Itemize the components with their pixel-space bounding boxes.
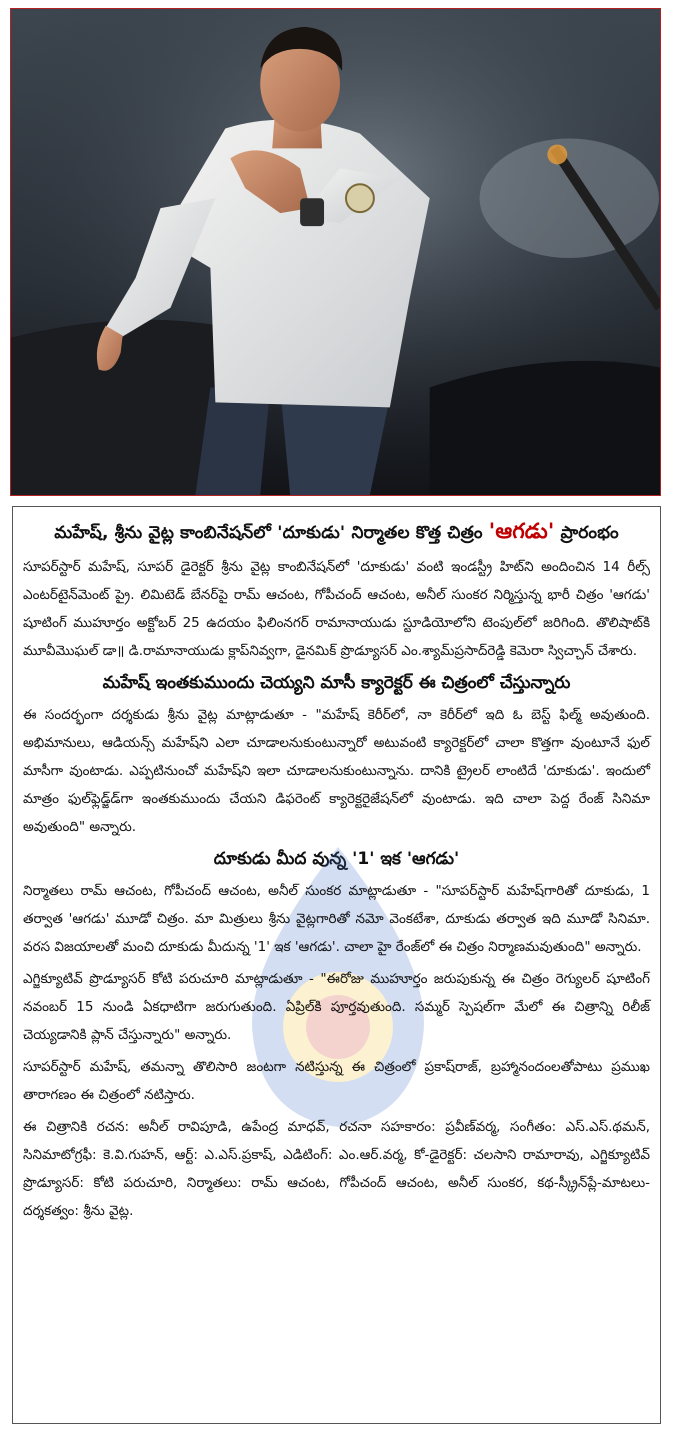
headline-text: మహేష్, శ్రీను వైట్ల కాంబినేషన్‌లో 'దూకుడు' నిర్మాతల కొత్త చిత్రం <box>54 523 489 543</box>
paragraph-director-quote: ఈ సందర్భంగా దర్శకుడు శ్రీను వైట్ల మాట్లాడుతూ - "మహేష్ కెరీర్‌లో, నా కెరీర్‌లో ఇది ఓ బెస్ట్ ఫిల్మ్ అవుతుంది. అభిమానులు, ఆడియన్స్ మహేష్‌ని ఎలా చూడాలనుకుంటున్నారో అటువంటి క్యారెక్టర్‌లో చాలా కొత్తగా వుంటూనే ఫుల్ మాసీగా వుంటాడు. ఎప్పటినుంచో మహేష్‌ని ఇలా చూడాలనుకుంటున్నాను. దానికి ట్రైలర్ లాంటిదే 'దూకుడు'. ఇందులో మాత్రం ఫుల్‌ఫ్లెడ్జ్‌డ్‌గా ఇంతకుముందు చేయని డిఫరెంట్ క్యారెక్టరైజేషన్‌లో వుంటాడు. ఇది చాలా పెద్ద రేంజ్ సినిమా అవుతుంది" అన్నారు. <box>23 707 650 835</box>
article-box <box>12 506 661 1424</box>
paragraph-cast: సూపర్‌స్టార్ మహేష్, తమన్నా తొలిసారి జంటగా నటిస్తున్న ఈ చిత్రంలో ప్రకాష్‌రాజ్, బ్రహ్మానందంలతోపాటు ప్రముఖ తారాగణం ఈ చిత్రంలో నటిస్తారు. <box>23 1059 650 1103</box>
headline-highlight: 'ఆగడు' <box>488 519 555 543</box>
paragraph-executive-producer: ఎగ్జిక్యూటివ్ ప్రొడ్యూసర్ కోటి పరుచూరి మాట్లాడుతూ - "ఈరోజు ముహూర్తం జరుపుకున్న ఈ చిత్రం రెగ్యులర్ షూటింగ్ నవంబర్ 15 నుండి ఏకధాటిగా జరుగుతుంది. ఏప్రిల్‌కి పూర్తవుతుంది. సమ్మర్ స్పెషల్‌గా మేలో ఈ చిత్రాన్ని రిలీజ్ చెయ్యడానికి ప్లాన్ చేస్తున్నారు" అన్నారు. <box>23 971 650 1043</box>
subheading-producers: దూకుడు మీద వున్న '1' ఇక 'ఆగడు' <box>213 849 460 869</box>
subheading-character: మహేష్ ఇంతకుముందు చెయ్యని మాసీ క్యారెక్టర్ ఈ చిత్రంలో చేస్తున్నారు <box>102 673 571 693</box>
headline-tail: ప్రారంభం <box>554 523 619 543</box>
hero-photo <box>10 8 661 496</box>
paragraph-credits: ఈ చిత్రానికి రచన: అనీల్ రావిపూడి, ఉపేంద్ర మాధవ్, రచనా సహకారం: ప్రవీణ్‌వర్మ, సంగీతం: ఎస్.ఎస్.థమన్, సినిమాటోగ్రఫీ: కె.వి.గుహన్, ఆర్ట్: ఎ.ఎస్.ప్రకాష్, ఎడిటింగ్: ఎం.ఆర్.వర్మ, కో-డైరెక్టర్: చలసాని రామారావు, ఎగ్జిక్యూటివ్ ప్రొడ్యూసర్: కోటి పరుచూరి, నిర్మాతలు: రామ్ ఆచంట, గోపీచంద్ ఆచంట, అనీల్ సుంకర, కథ-స్క్రీన్‌ప్లే-మాటలు-దర్శకత్వం: శ్రీను వైట్ల. <box>23 1119 650 1219</box>
paragraph-producers-quote: నిర్మాతలు రామ్ ఆచంట, గోపీచంద్ ఆచంట, అనీల్ సుంకర మాట్లాడుతూ - "సూపర్‌స్టార్ మహేష్‌గారితో దూకుడు, 1 తర్వాత 'ఆగడు' మూడో చిత్రం. మా మిత్రులు శ్రీను వైట్లగారితో నమో వెంకటేశా, దూకుడు తర్వాత ఇది మూడో సినిమా. వరస విజయాలతో మంచి దూకుడు మీదున్న '1' ఇక 'ఆగడు'. చాలా హై రేంజ్‌లో ఈ చిత్రం నిర్మాణమవుతుంది" అన్నారు. <box>23 883 650 955</box>
hero-photo-illustration <box>11 9 660 495</box>
article-headline <box>23 519 650 545</box>
paragraph-intro: సూపర్‌స్టార్ మహేష్, సూపర్ డైరెక్టర్ శ్రీను వైట్ల కాంబినేషన్‌లో 'దూకుడు' వంటి ఇండస్ట్రీ హిట్‌ని అందించిన 14 రీల్స్ ఎంటర్‌టైన్‌మెంట్ ప్రై. లిమిటెడ్ బేనర్‌పై రామ్ ఆచంట, గోపీచంద్ ఆచంట, అనీల్ సుంకర నిర్మిస్తున్న భారీ చిత్రం 'ఆగడు' షూటింగ్ ముహూర్తం అక్టోబర్ 25 ఉదయం ఫిలింనగర్ రామానాయుడు స్టూడియోలోని టెంపుల్‌లో జరిగింది. తొలిషాట్‌కి మూవీమొఘల్ డా॥ డి.రామానాయుడు క్లాప్‌నివ్వగా, డైనమిక్ ప్రొడ్యూసర్ ఎం.శ్యామ్‌ప్రసాద్‌రెడ్డి కెమెరా స్విచ్చాన్ చేశారు. <box>23 559 650 659</box>
